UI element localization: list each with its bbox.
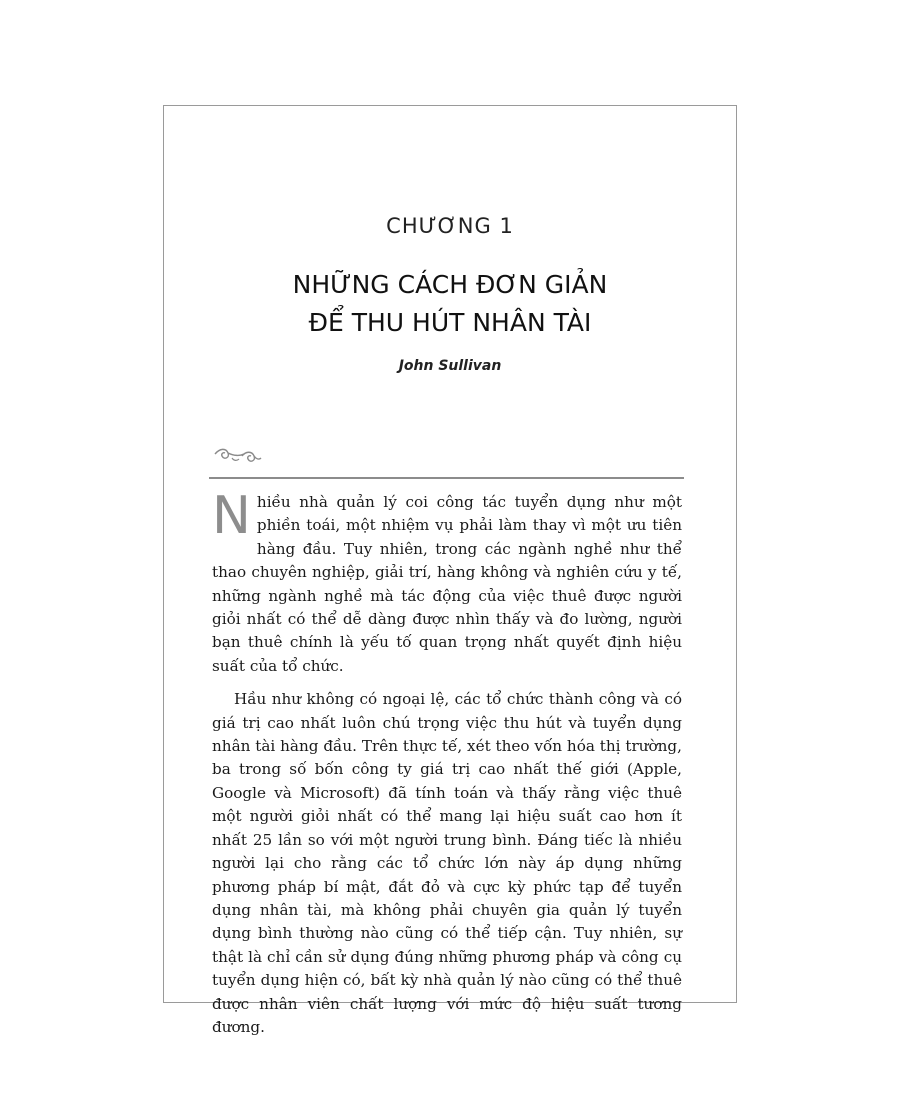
chapter-body: [212, 486, 682, 1039]
book-page: [163, 105, 737, 1036]
chapter-title-line-1: NHỮNG CÁCH ĐƠN GIẢN: [292, 270, 608, 299]
chapter-label: CHƯƠNG 1: [386, 214, 514, 238]
drop-cap: N: [212, 486, 251, 546]
paragraph-1: [212, 486, 682, 678]
paragraph-1-text: hiều nhà quản lý coi công tác tuyển dụng như một phiền toái, một nhiệm vụ phải làm thay vì một ưu tiên hàng đầu. Tuy nhiên, trong các ngành nghề như thể thao chuyên nghiệp, giải trí, hàng không và nghiên cứu y tế, những ngành nghề mà tác động của việc thuê được người giỏi nhất có thể dễ dàng được nhìn thấy và đo lường, người bạn thuê chính là yếu tố quan trọng nhất quyết định hiệu suất của tổ chức.: [212, 493, 682, 675]
chapter-author: John Sullivan: [398, 358, 502, 374]
chapter-title-line-2: ĐỂ THU HÚT NHÂN TÀI: [308, 308, 592, 337]
scroll-ornament-icon: [212, 444, 262, 468]
paragraph-2: Hầu như không có ngoại lệ, các tổ chức thành công và có giá trị cao nhất luôn chú trọng việc thu hút và tuyển dụng nhân tài hàng đầu. Trên thực tế, xét theo vốn hóa thị trường, ba trong số bốn công ty giá trị cao nhất thế giới (Apple, Google và Microsoft) đã tính toán và thấy rằng việc thuê một người giỏi nhất có thể mang lại hiệu suất cao hơn ít nhất 25 lần so với một người trung bình. Đáng tiếc là nhiều người lại cho rằng các tổ chức lớn này áp dụng những phương pháp bí mật, đắt đỏ và cực kỳ phức tạp để tuyển dụng nhân tài, mà không phải chuyên gia quản lý tuyển dụng bình thường nào cũng có thể tiếp cận. Tuy nhiên, sự thật là chỉ cần sử dụng đúng những phương pháp và công cụ tuyển dụng hiện có, bất kỳ nhà quản lý nào cũng có thể thuê được nhân viên chất lượng với mức độ hiệu suất tương đương.: [212, 690, 682, 1036]
chapter-title: [164, 266, 736, 342]
section-divider: [209, 477, 684, 479]
